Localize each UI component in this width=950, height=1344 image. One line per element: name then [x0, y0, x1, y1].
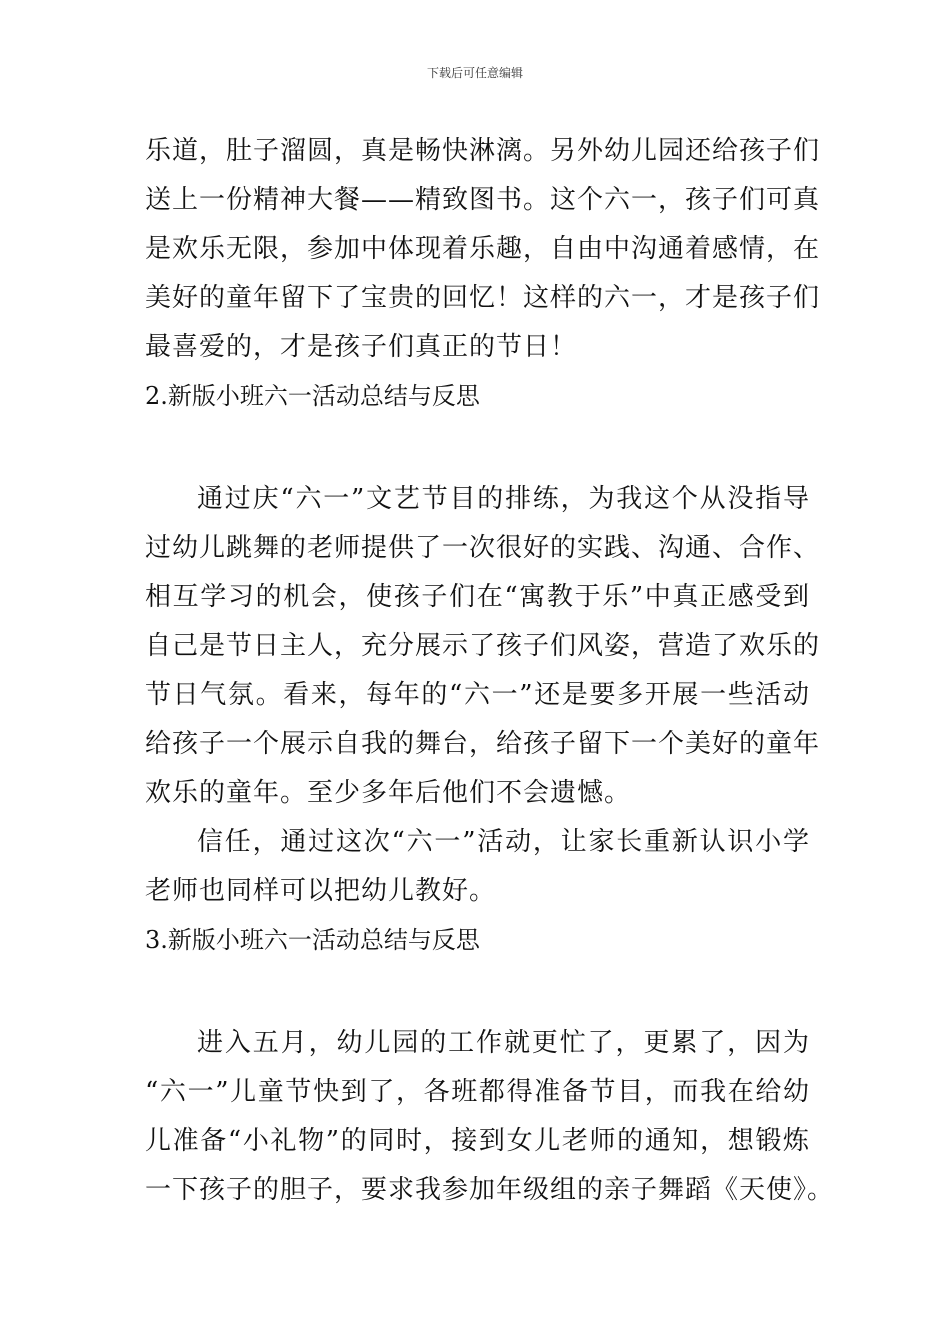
paragraph [145, 1019, 835, 1215]
text-line: 节日气氛。看来，每年的“六一”还是要多开展一些活动 [145, 680, 810, 710]
text-line: 过幼儿跳舞的老师提供了一次很好的实践、沟通、合作、 [145, 533, 821, 563]
paragraph [145, 475, 821, 818]
text-line: 最喜爱的，才是孩子们真正的节日！ [145, 332, 578, 362]
text-line: 是欢乐无限，参加中体现着乐趣，自由中沟通着感情，在 [145, 234, 821, 264]
text-line: 欢乐的童年。至少多年后他们不会遗憾。 [145, 778, 632, 808]
paragraph-continuation [145, 127, 821, 372]
text-line: 一下孩子的胆子，要求我参加年级组的亲子舞蹈《天使》。 [145, 1175, 835, 1205]
text-line: 送上一份精神大餐——精致图书。这个六一，孩子们可真 [145, 185, 821, 215]
section-heading: 2.新版小班六一活动总结与反思 [145, 382, 480, 410]
paragraph [145, 818, 810, 916]
blank-line [145, 421, 810, 475]
section-heading: 3.新版小班六一活动总结与反思 [145, 926, 480, 954]
blank-line [145, 965, 810, 1019]
document-body [145, 127, 835, 1215]
text-line: “六一”儿童节快到了，各班都得准备节目，而我在给幼 [145, 1077, 810, 1107]
text-line: 相互学习的机会，使孩子们在“寓教于乐”中真正感受到 [145, 582, 810, 612]
text-line: 儿准备“小礼物”的同时，接到女儿老师的通知，想锻炼 [145, 1126, 810, 1156]
text-line: 信任，通过这次“六一”活动，让家长重新认识小学 [197, 827, 810, 857]
text-line: 通过庆“六一”文艺节目的排练，为我这个从没指导 [197, 484, 810, 514]
text-line: 进入五月，幼儿园的工作就更忙了，更累了，因为 [197, 1028, 810, 1058]
text-line: 乐道，肚子溜圆，真是畅快淋漓。另外幼儿园还给孩子们 [145, 136, 821, 166]
text-line: 自己是节日主人，充分展示了孩子们风姿，营造了欢乐的 [145, 631, 821, 661]
text-line: 美好的童年留下了宝贵的回忆！这样的六一，才是孩子们 [145, 283, 821, 313]
text-line: 给孩子一个展示自我的舞台，给孩子留下一个美好的童年 [145, 729, 821, 759]
text-line: 老师也同样可以把幼儿教好。 [145, 876, 497, 906]
page-header: 下载后可任意编辑 [426, 66, 523, 80]
